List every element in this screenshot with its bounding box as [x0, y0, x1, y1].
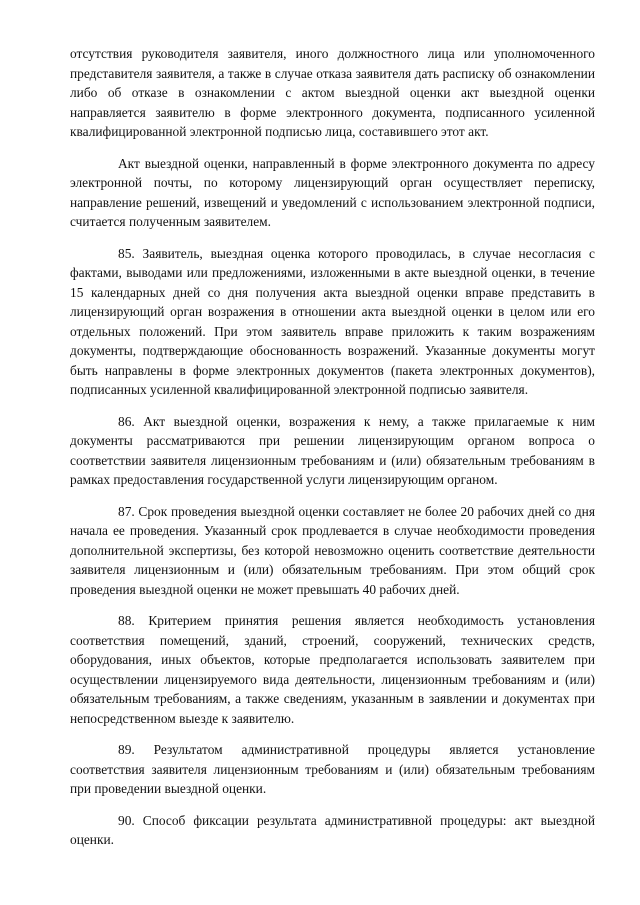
paragraph-85: 85. Заявитель, выездная оценка которого проводилась, в случае несогласия с фактами, выводами или предложениями, изложенными в акте выездной оценки, в течение 15 календарных дней со дня получения акта выездной оценки вправе представить в лицензирующий орган возражения в отношении акта выездной оценки в целом или его отдельных положений. При этом заявитель вправе приложить к таким возражениям документы, подтверждающие обоснованность возражений. Указанные документы могут быть направлены в форме электронных документов (пакета электронных документов), подписанных усиленной квалифицированной электронной подписью заявителя. — [70, 245, 595, 397]
paragraph-continuation: отсутствия руководителя заявителя, иного должностного лица или уполномоченного представителя заявителя, а также в случае отказа заявителя дать расписку об ознакомлении либо об отказе в ознакомлении с актом выездной оценки акт выездной оценки направляется заявителю в форме электронного документа, подписанного усиленной квалифицированной электронной подписью лица, составившего этот акт. — [70, 46, 595, 139]
paragraph-87: 87. Срок проведения выездной оценки составляет не более 20 рабочих дней со дня начала ее проведения. Указанный срок продлевается в случае необходимости проведения дополнительной экспертизы, без которой невозможно оценить соответствие деятельности заявителя лицензионным и (или) обязательным требованиям. При этом общий срок проведения выездной оценки не может превышать 40 рабочих дней. — [70, 503, 595, 597]
paragraph-88: 88. Критерием принятия решения является необходимость установления соответствия помещений, зданий, строений, сооружений, технических средств, оборудования, иных объектов, которые предполагается использовать заявителем при осуществлении лицензируемого вида деятельности, лицензионным требованиям и (или) обязательным требованиям, а также сведениям, указанным в заявлении и документах при непосредственном выезде к заявителю. — [70, 613, 595, 726]
paragraph-86: 86. Акт выездной оценки, возражения к нему, а также прилагаемые к ним документы рассматриваются при решении лицензирующим органом вопроса о соответствии заявителя лицензионным требованиям и (или) обязательным требованиям в рамках предоставления государственной услуги лицензирующим органом. — [70, 413, 595, 487]
document-page — [70, 44, 595, 862]
paragraph-electronic-act: Акт выездной оценки, направленный в форме электронного документа по адресу электронной почты, по которому лицензирующий орган осуществляет переписку, направление решений, извещений и уведомлений с использованием электронной подписи, считается полученным заявителем. — [70, 155, 595, 229]
paragraph-90: 90. Способ фиксации результата административной процедуры: акт выездной оценки. — [70, 812, 595, 847]
paragraph-89: 89. Результатом административной процедуры является установление соответствия заявителя лицензионным требованиям и (или) обязательным требованиям при проведении выездной оценки. — [70, 742, 595, 796]
